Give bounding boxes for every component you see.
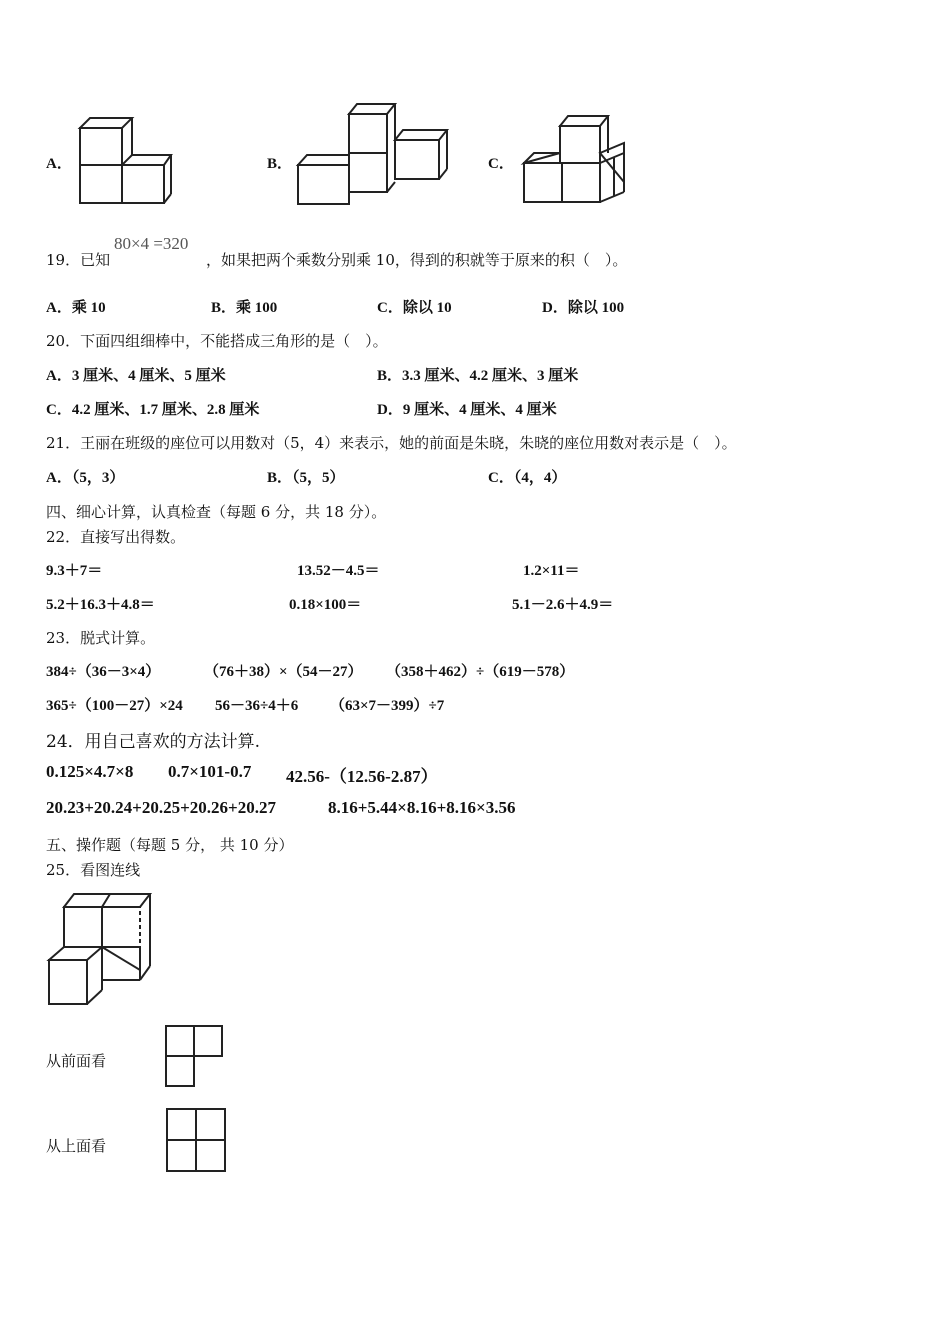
cube-figure-c <box>520 112 630 207</box>
view-top-label: 从上面看 <box>46 1137 107 1155</box>
q24-item-1: 0.125×4.7×8 <box>46 762 134 781</box>
q22-item-5: 0.18×100＝ <box>289 597 362 613</box>
question-19-option-c: C．除以 10 <box>377 300 452 316</box>
top-view-grid <box>165 1107 230 1175</box>
question-22-text: 22．直接写出得数。 <box>46 528 186 546</box>
option-b-label: B． <box>267 156 293 172</box>
q23-item-5: 56－36÷4＋6 <box>215 698 299 714</box>
question-19-option-d: D．除以 100 <box>542 300 625 316</box>
view-front-label: 从前面看 <box>46 1052 107 1070</box>
question-20-option-b: B．3.3 厘米、4.2 厘米、3 厘米 <box>377 368 579 384</box>
solid-figure <box>46 890 161 1010</box>
question-19-text: ，如果把两个乘数分别乘 10，得到的积就等于原来的积（ ）。 <box>206 251 628 269</box>
question-19-option-b: B．乘 100 <box>211 300 278 316</box>
question-25-text: 25．看图连线 <box>46 861 141 879</box>
question-21-option-a: A．（5，3） <box>46 470 125 486</box>
option-a-label: A． <box>46 156 72 172</box>
q24-item-3: 42.56-（12.56-2.87） <box>286 767 438 786</box>
q22-item-2: 13.52－4.5＝ <box>297 563 380 579</box>
front-view-grid <box>164 1024 226 1090</box>
cube-figure-b <box>295 102 455 207</box>
cube-figure-a <box>76 114 176 209</box>
question-19-formula: 80×4 =320 <box>114 234 189 253</box>
question-21-option-b: B．（5，5） <box>267 470 345 486</box>
question-20-text: 20．下面四组细棒中，不能搭成三角形的是（ ）。 <box>46 332 388 350</box>
question-20-option-c: C．4.2 厘米、1.7 厘米、2.8 厘米 <box>46 402 260 418</box>
question-21-option-c: C．（4，4） <box>488 470 567 486</box>
question-20-option-a: A．3 厘米、4 厘米、5 厘米 <box>46 368 226 384</box>
section-5-title: 五、操作题（每题 5 分， 共 10 分） <box>46 836 294 854</box>
question-24-text: 24．用自己喜欢的方法计算. <box>46 732 261 752</box>
q23-item-1: 384÷（36－3×4） <box>46 664 161 680</box>
q23-item-2: （76＋38）×（54－27） <box>204 664 363 680</box>
section-4-title: 四、细心计算，认真检查（每题 6 分，共 18 分）。 <box>46 503 387 521</box>
question-21-text: 21．王丽在班级的座位可以用数对（5，4）来表示，她的前面是朱晓，朱晓的座位用数对表示是（ ）。 <box>46 434 737 452</box>
question-23-text: 23．脱式计算。 <box>46 629 156 647</box>
option-c-label: C． <box>488 156 514 172</box>
question-19-number: 19．已知 <box>46 251 111 269</box>
q24-item-4: 20.23+20.24+20.25+20.26+20.27 <box>46 798 276 817</box>
q23-item-3: （358＋462）÷（619－578） <box>386 664 575 680</box>
q23-item-6: （63×7－399）÷7 <box>330 698 445 714</box>
q23-item-4: 365÷（100－27）×24 <box>46 698 183 714</box>
question-19-option-a: A．乘 10 <box>46 300 106 316</box>
q24-item-2: 0.7×101-0.7 <box>168 762 252 781</box>
q24-item-5: 8.16+5.44×8.16+8.16×3.56 <box>328 798 516 817</box>
q22-item-6: 5.1－2.6＋4.9＝ <box>512 597 614 613</box>
q22-item-3: 1.2×11＝ <box>523 563 580 579</box>
question-20-option-d: D．9 厘米、4 厘米、4 厘米 <box>377 402 557 418</box>
q22-item-4: 5.2＋16.3＋4.8＝ <box>46 597 155 613</box>
q22-item-1: 9.3＋7＝ <box>46 563 103 579</box>
